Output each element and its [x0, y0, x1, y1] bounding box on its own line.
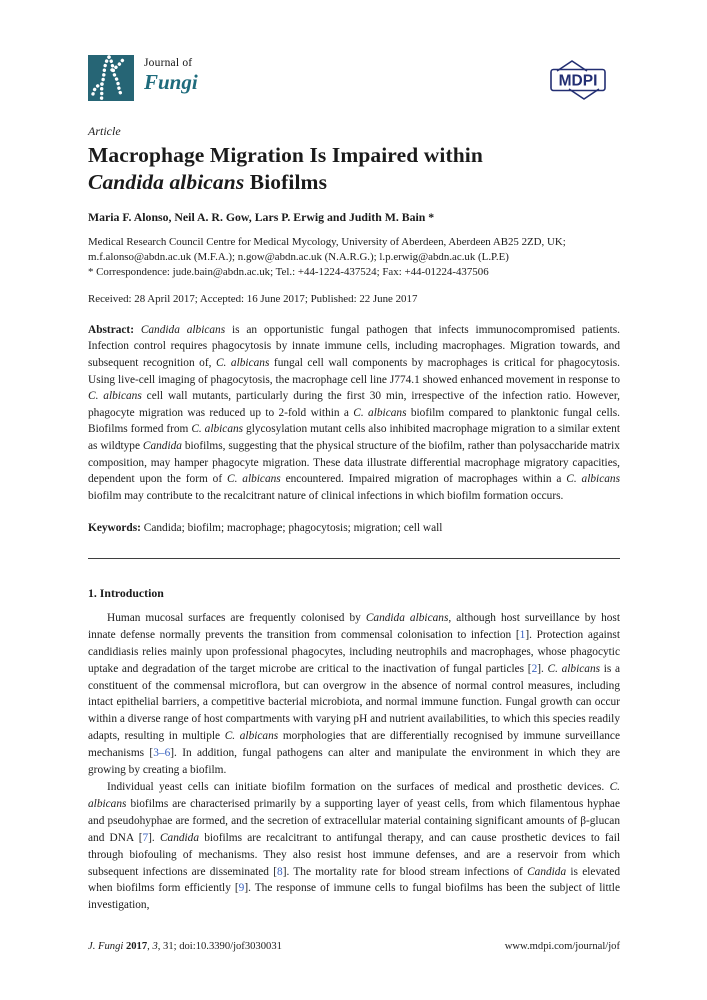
article-type-label: Article [88, 124, 121, 138]
page-header [88, 55, 620, 107]
citation-link[interactable]: 9 [238, 882, 245, 895]
keywords [88, 520, 620, 537]
abstract-label: Abstract: [88, 323, 134, 336]
keywords-text: Candida; biofilm; macrophage; phagocytosis; migration; cell wall [143, 522, 443, 535]
citation-link[interactable]: 3–6 [153, 747, 171, 760]
authors-line: Maria F. Alonso, Neil A. R. Gow, Lars P. Erwig and Judith M. Bain * [88, 210, 435, 224]
mdpi-logo [536, 59, 620, 106]
section-heading-introduction: 1. Introduction [88, 585, 164, 600]
paper-title [88, 142, 620, 195]
mdpi-logo-icon [536, 59, 620, 101]
journal-of-fungi-logo-icon [88, 55, 134, 101]
correspondence-line: * Correspondence: jude.bain@abdn.ac.uk; Tel.: +44-1224-437524; Fax: +44-01224-437506 [88, 266, 489, 279]
page-footer [88, 941, 620, 952]
intro-paragraph-1: Human mucosal surfaces are frequently colonised by Candida albicans, although host surveillance by host innate defense normally prevents the transition from commensal colonisation to infection [1]. Protection against candidiasis relies mainly upon professional phagocytes, including neutrophils and macrophages, whose phagocytic uptake and degradation of the target microbe are critical to the inactivation of fungal particles [2]. C. albicans is a constituent of the commensal microflora, but can overgrow in the absence of normal control measures, including intact epithelial barriers, a competitive bacterial microbiota, and normal immune function. Fungal growth can occur within a diverse range of host compartments with varying pH and nutrient availabilities, to which this species readily adapts, resulting in multiple C. albicans morphologies that are differentially recognised by immune surveillance mechanisms [3–6]. In addition, fungal pathogens can alter and manipulate the environment in which they are growing by creating a biofilm. [88, 611, 620, 777]
journal-prefix: Journal of [144, 57, 193, 69]
affiliation: Medical Research Council Centre for Medical Mycology, University of Aberdeen, Aberdeen AB25 2ZD, UK; m.f.alonso@abdn.ac.uk (M.F.A.); n.gow@abdn.ac.uk (N.A.R.G.); l.p.erwig@abdn.ac.uk (L.P.E) [88, 236, 566, 263]
abstract [88, 322, 620, 505]
paper-title-line-2: Candida albicans Biofilms [88, 169, 328, 194]
citation-link[interactable]: 7 [142, 831, 149, 844]
footer-citation: J. Fungi 2017, 3, 31; doi:10.3390/jof3030031 [88, 941, 282, 952]
journal-name: Fungi [144, 69, 198, 94]
journal-logo-text [144, 55, 198, 93]
journal-logo [88, 55, 198, 101]
keywords-divider [88, 558, 620, 559]
intro-paragraph-2: Individual yeast cells can initiate biofilm formation on the surfaces of medical and prosthetic devices. C. albicans biofilms are characterised primarily by a supporting layer of yeast cells, from which filamentous hyphae and pseudohyphae are formed, and the secretion of extracellular material containing significant amounts of β-glucan and DNA [7]. Candida biofilms are recalcitrant to antifungal therapy, and can cause prosthetic devices to fail through biofouling of mechanisms. They also resist host immune defenses, and are a reservoir from which subsequent infections are disseminated [8]. The mortality rate for blood stream infections of Candida is elevated when biofilms form efficiently [9]. The response of immune cells to fungal biofilms has been the subject of little investigation, [88, 780, 621, 912]
mdpi-logo-text: MDPI [558, 72, 598, 90]
citation-link[interactable]: 2 [531, 662, 538, 675]
dates-line: Received: 28 April 2017; Accepted: 16 June 2017; Published: 22 June 2017 [88, 292, 418, 305]
abstract-text: Candida albicans is an opportunistic fungal pathogen that infects immunocompromised patients. Infection control requires phagocytosis by innate immune cells, including macrophages. Migration towards, and subsequent recognition of, C. albicans fungal cell wall components by macrophages is critical for phagocytosis. Using live-cell imaging of phagocytosis, the macrophage cell line J774.1 showed enhanced movement in response to C. albicans cell wall mutants, particularly during the first 30 min, irrespective of the infection ratio. However, phagocyte migration was reduced up to 2-fold within a C. albicans biofilm compared to planktonic fungal cells. Biofilms formed from C. albicans glycosylation mutant cells also inhibited macrophage migration to a similar extent as wildtype Candida biofilms, suggesting that the physical structure of the biofilm, rather than polysaccharide matrix composition, may hamper phagocyte migration. These data illustrate differential macrophage migratory capacities, dependent upon the form of C. albicans encountered. Impaired migration of macrophages within a C. albicans biofilm may contribute to the recalcitrant nature of clinical infections in which biofilm formation occurs. [88, 323, 621, 502]
citation-link[interactable]: 8 [277, 865, 283, 878]
keywords-label: Keywords: [88, 522, 141, 535]
paper-title-line-1: Macrophage Migration Is Impaired within [88, 143, 483, 167]
citation-link[interactable]: 1 [519, 628, 526, 641]
footer-journal-url[interactable]: www.mdpi.com/journal/jof [504, 941, 620, 952]
